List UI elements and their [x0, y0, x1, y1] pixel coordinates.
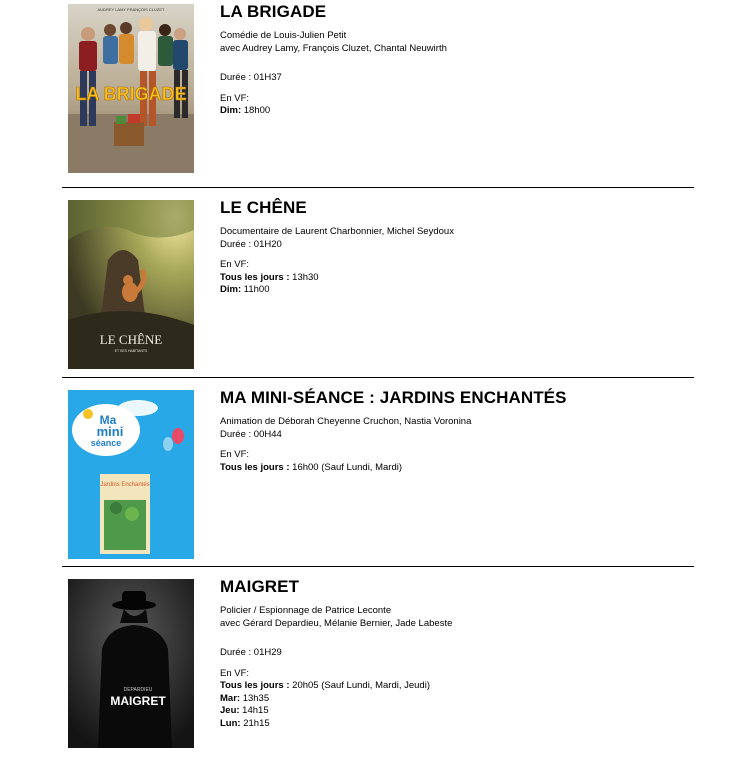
poster-title-line1: Ma [99, 413, 117, 427]
poster-title-line2: mini [96, 424, 124, 439]
showtime-row [220, 680, 720, 693]
movie-language: En VF: [220, 449, 250, 460]
poster-image [68, 4, 194, 173]
movie-poster[interactable] [68, 4, 194, 173]
movie-duration: Durée : 01H29 [220, 647, 282, 658]
movie-info [220, 198, 720, 297]
showtime-time: 11h00 [241, 284, 270, 295]
movie-language: En VF: [220, 259, 250, 270]
movie-title[interactable]: LA BRIGADE [220, 2, 327, 21]
movie-poster[interactable] [68, 390, 194, 559]
movie-title[interactable]: MA MINI-SÉANCE : JARDINS ENCHANTÉS [220, 388, 567, 407]
showtime-row [220, 105, 720, 118]
showtime-day: Tous les jours : [220, 461, 290, 473]
movie-info [220, 388, 720, 474]
showtime-row [220, 705, 720, 718]
movie-cast: avec Audrey Lamy, François Cluzet, Chantal Neuwirth [220, 42, 447, 54]
movie-title[interactable]: MAIGRET [220, 577, 300, 596]
poster-subtitle: Jardins Enchantés [100, 482, 150, 488]
poster-image [68, 390, 194, 559]
movie-poster[interactable] [68, 200, 194, 369]
movie-duration: Durée : 01H20 [220, 238, 282, 250]
movie-info [220, 577, 720, 730]
movie-language: En VF: [220, 667, 250, 679]
separator [62, 377, 694, 378]
poster-subtitle: ET SES HABITANTS [114, 349, 148, 353]
showtime-row [220, 284, 720, 297]
movie-title[interactable]: LE CHÊNE [220, 198, 307, 217]
showtime-day: Lun: [220, 717, 241, 729]
poster-title-line3: séance [90, 438, 122, 448]
showtime-time: 21h15 [240, 717, 270, 729]
movie-genre: Documentaire de Laurent Charbonnier, Michel Seydoux [220, 226, 454, 237]
movie-info [220, 2, 720, 118]
showtime-row [220, 718, 720, 731]
showtime-time: 13h30 [289, 271, 319, 283]
poster-credits: AUDREY LAMY FRANÇOIS CLUZET [97, 7, 165, 12]
showtime-time: 18h00 [241, 105, 271, 116]
poster-credits: DEPARDIEU [123, 687, 153, 693]
showtime-time: 16h00 (Sauf Lundi, Mardi) [289, 461, 402, 473]
movie-poster[interactable] [68, 579, 194, 748]
movie-duration: Durée : 01H37 [220, 72, 282, 83]
showtime-time: 20h05 (Sauf Lundi, Mardi, Jeudi) [289, 680, 430, 691]
movie-genre: Policier / Espionnage de Patrice Leconte [220, 605, 392, 616]
poster-image [68, 579, 194, 748]
showtime-day: Dim: [220, 284, 242, 295]
movie-duration: Durée : 00H44 [220, 428, 282, 440]
poster-image [68, 200, 194, 369]
showtime-day: Mar: [220, 692, 241, 704]
showtime-time: 14h15 [239, 705, 269, 716]
separator [62, 187, 694, 188]
movie-language: En VF: [220, 92, 250, 104]
movie-genre: Animation de Déborah Cheyenne Cruchon, Nastia Voronina [220, 416, 472, 427]
poster-title: LA BRIGADE [75, 84, 187, 104]
showtime-row [220, 462, 720, 475]
movie-cast: avec Gérard Depardieu, Mélanie Bernier, Jade Labeste [220, 617, 453, 629]
separator [62, 566, 694, 567]
showtime-day: Dim: [220, 105, 242, 116]
showtime-row [220, 272, 720, 285]
showtime-day: Tous les jours : [220, 271, 290, 283]
showtime-day: Jeu: [220, 705, 240, 716]
movie-genre: Comédie de Louis-Julien Petit [220, 30, 347, 41]
poster-title: MAIGRET [110, 694, 166, 708]
showtime-time: 13h35 [240, 692, 270, 704]
showtime-row [220, 693, 720, 706]
poster-title: LE CHÊNE [99, 332, 163, 347]
showtime-day: Tous les jours : [220, 680, 290, 691]
